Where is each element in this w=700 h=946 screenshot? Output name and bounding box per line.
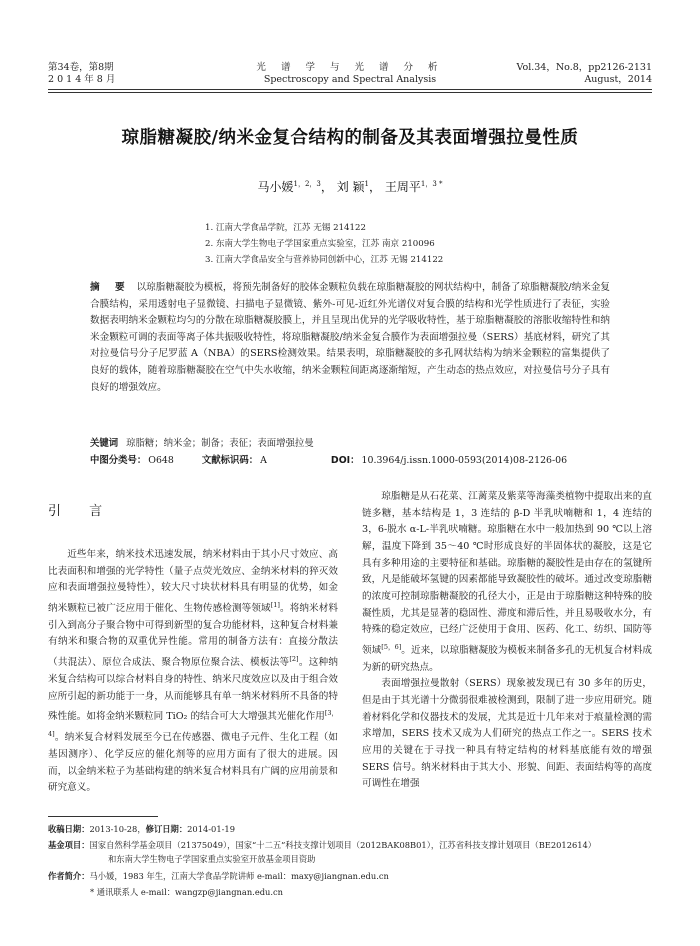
abstract <box>90 280 610 396</box>
paragraph-text: 琼脂糖是从石花菜、江蓠菜及紫菜等海藻类植物中提取出来的直链多糖，基本结构是 1，3 连结的 β-D 半乳吠喃糖和 1，4 连结的 3，6-脱水 α-L-半乳吠喃糖。琼脂糖在水中一般加热到 90 ℃以上溶解，温度下降到 35～40 ℃时形成良好的半固体状的凝胶，这是它具有多种用途的主要特征和基础。琼脂糖的凝胶性是由存在的氢键所致，凡是能破坏氢键的因素都能导致凝胶性的破坏。通过改变琼脂糖的浓度可控制琼脂糖凝胶的孔径大小，正是由于琼脂糖这种特殊的胶凝性质，尤其是显著的稳固性、滞度和滞后性，并且易吸收水分，有特殊的稳定效应，已经广泛使用于食用、医药、化工、纺织、国防等领域 <box>362 491 652 657</box>
section-heading-introduction: 引 言 <box>48 504 115 519</box>
header-rule-top <box>48 89 652 90</box>
keywords-label: 关键词 <box>90 438 119 449</box>
affiliation-list <box>205 220 443 268</box>
date-en: August，2014 <box>584 74 652 85</box>
keywords-text: 琼脂糖；纳米金；制备；表征；表面增强拉曼 <box>126 438 314 449</box>
corresponding-author: * 通讯联系人 e-mail：wangzp@jiangnan.edu.cn <box>90 887 284 897</box>
keywords-line <box>90 435 610 449</box>
fund-text: 和东南大学生物电子学国家重点实验室开放基金项目资助 <box>108 854 316 864</box>
footnote-fund <box>48 838 652 852</box>
citation: [5，6] <box>381 642 402 651</box>
author-name: 马小媛 <box>257 180 294 194</box>
citation: [1] <box>270 600 280 609</box>
abstract-text: 以琼脂糖凝胶为模板，将预先制备好的胶体金颗粒负载在琼脂糖凝胶的网状结构中，制备了琼脂糖凝胶/纳米金复合膜结构，采用透射电子显微镜、扫描电子显微镜、紫外-可见-近红外光谱仪对复合膜的结构和光学性质进行了表征，实验数据表明纳米金颗粒均匀的分散在琼脂糖凝胶膜上，并且呈现出优异的光学吸收特性，基于琼脂糖凝胶的溶胀收缩特性和纳米金颗粒可调的表面等离子体共振吸收特性，将琼脂糖凝胶/纳米金复合膜作为表面增强拉曼（SERS）基底材料，研究了其对拉曼信号分子尼罗蓝 A（NBA）的SERS检测效果。结果表明，琼脂糖凝胶的多孔网状结构为纳米金颗粒的富集提供了良好的载体，随着琼脂糖凝胶在空气中失水收缩，纳米金颗粒间距离逐渐缩短，产生动态的热点效应，对拉曼信号分子具有良好的增强效应。 <box>90 282 611 393</box>
affiliation: 3. 江南大学食品安全与营养协同创新中心，江苏 无锡 214122 <box>205 255 444 265</box>
fund-text: 国家自然科学基金项目（21375049），国家“十二五”科技支撑计划项目（2012BAK08B01），江苏省科技支撑计划项目（BE2012614） <box>89 840 597 850</box>
paragraph-text: 近些年来，纳米技术迅速发展，纳米材料由于其小尺寸效应、高比表面积和增强的光学特性（量子点荧光效应、金纳米材料的猝灭效应和表面增强拉曼特性），较大尺寸块状材料具有明显的优势，如金纳米颗粒已被广泛应用于催化、生物传感检测等领域 <box>48 549 338 615</box>
received-label: 收稿日期： <box>48 824 90 834</box>
abstract-label: 摘 要 <box>90 282 131 293</box>
author-name: 王周平 <box>384 180 421 194</box>
paragraph <box>362 489 652 676</box>
paragraph <box>48 547 338 797</box>
header-rule-bottom <box>48 92 652 93</box>
journal-name-cn: 光 谱 学 与 光 谱 分 析 <box>256 62 444 73</box>
received-date: 2013-10-28， <box>89 824 146 834</box>
revised-date: 2014-01-19 <box>187 824 235 834</box>
citation: [2] <box>289 655 299 664</box>
author-affil-mark: 1 <box>364 180 370 188</box>
author-affil-mark: 1，2，3 <box>293 180 321 188</box>
affiliation: 1. 江南大学食品学院，江苏 无锡 214122 <box>205 223 366 233</box>
footnote-author <box>48 869 652 883</box>
clc-code: O648 <box>148 455 174 466</box>
citation: [3，4] <box>48 709 339 739</box>
author-list: 马小媛$^{1,2,3}$， 刘 颖$^1$， 王周平$^{1,3 *}$ <box>257 180 443 194</box>
doc-code-label: 文献标识码： <box>201 455 259 466</box>
doc-code: A <box>260 455 267 466</box>
footnote-corresponding <box>48 885 652 899</box>
left-column <box>48 547 338 797</box>
footnote-rule <box>48 816 158 817</box>
author-bio: 马小媛，1983 年生，江南大学食品学院讲师 e-mail：maxy@jiangnan.edu.cn <box>89 871 389 881</box>
doi-value: 10.3964/j.issn.1000-0593(2014)08-2126-06 <box>361 455 568 466</box>
affiliation: 2. 东南大学生物电子学国家重点实验室，江苏 南京 210096 <box>205 239 435 249</box>
author-affil-mark: 1，3 * <box>420 180 443 188</box>
right-column <box>362 489 652 793</box>
revised-label: 修订日期： <box>145 824 188 834</box>
paragraph-text: 。近来，以琼脂糖凝胶为模板来制备多孔的无机复合材料成为新的研究热点。 <box>362 645 653 673</box>
volume-issue-cn: 第34卷，第8期 <box>48 62 114 73</box>
header-volume-cn <box>48 62 218 86</box>
paragraph-text: 。这种纳米复合结构可以综合材料自身的特性、纳米尺度效应以及由于组合效应所引起的新功能于一身，从而能够具有单一纳米材料所不具备的特殊性能。如将金纳米颗粒同 TiO₂ 的结合可大大增强其光催化作用 <box>48 657 338 723</box>
clc-label: 中图分类号： <box>90 455 147 466</box>
paper-title: 琼脂糖凝胶/纳米金复合结构的制备及其表面增强拉曼性质 <box>121 128 579 148</box>
date-cn: 2 0 1 4 年 8 月 <box>48 74 116 85</box>
author-name: 刘 颖 <box>336 180 365 194</box>
footnote-dates <box>48 822 652 836</box>
paragraph-text: 。纳米复合材料发展至今已在传感器、微电子元件、生化工程（如基因测序）、化学反应的催化剂等的应用方面有了很大的进展。因而，以金纳米粒子为基础构建的纳米复合材料具有广阔的应用前景和研究意义。 <box>48 732 338 794</box>
fund-label: 基金项目： <box>48 840 90 850</box>
classification-line <box>90 452 610 466</box>
paragraph: 表面增强拉曼散射（SERS）现象被发现已有 30 多年的历史，但是由于其光谱十分微弱很难被检测到，限制了进一步应用研究。随着材料化学和仪器技术的发展，尤其是近十几年来对于痕量检测的需求增加，SERS 技术又成为人们研究的热点工作之一。SERS 技术应用的关键在于寻找一种具有特定结构的材料基底能有效的增强 SERS 信号。纳米材料由于其大小、形貌、间距、表面结构等的高度可调性在增强 <box>362 678 652 790</box>
doi-label: DOI： <box>330 455 360 466</box>
header-volume-en <box>452 62 652 86</box>
author-bio-label: 作者简介： <box>48 871 90 881</box>
paragraph-text: 。将纳米材料引入到高分子聚合物中可得到新型的复合功能材料，这种复合材料兼有纳米和聚合物的双重优异性能。常用的制备方法有：直接分散法（共混法）、原位合成法、聚合物原位聚合法、模板法等 <box>48 603 339 669</box>
journal-name-en: Spectroscopy and Spectral Analysis <box>263 74 437 85</box>
footnote-fund-cont <box>48 852 652 866</box>
volume-pages-en: Vol.34，No.8，pp2126-2131 <box>516 62 652 73</box>
